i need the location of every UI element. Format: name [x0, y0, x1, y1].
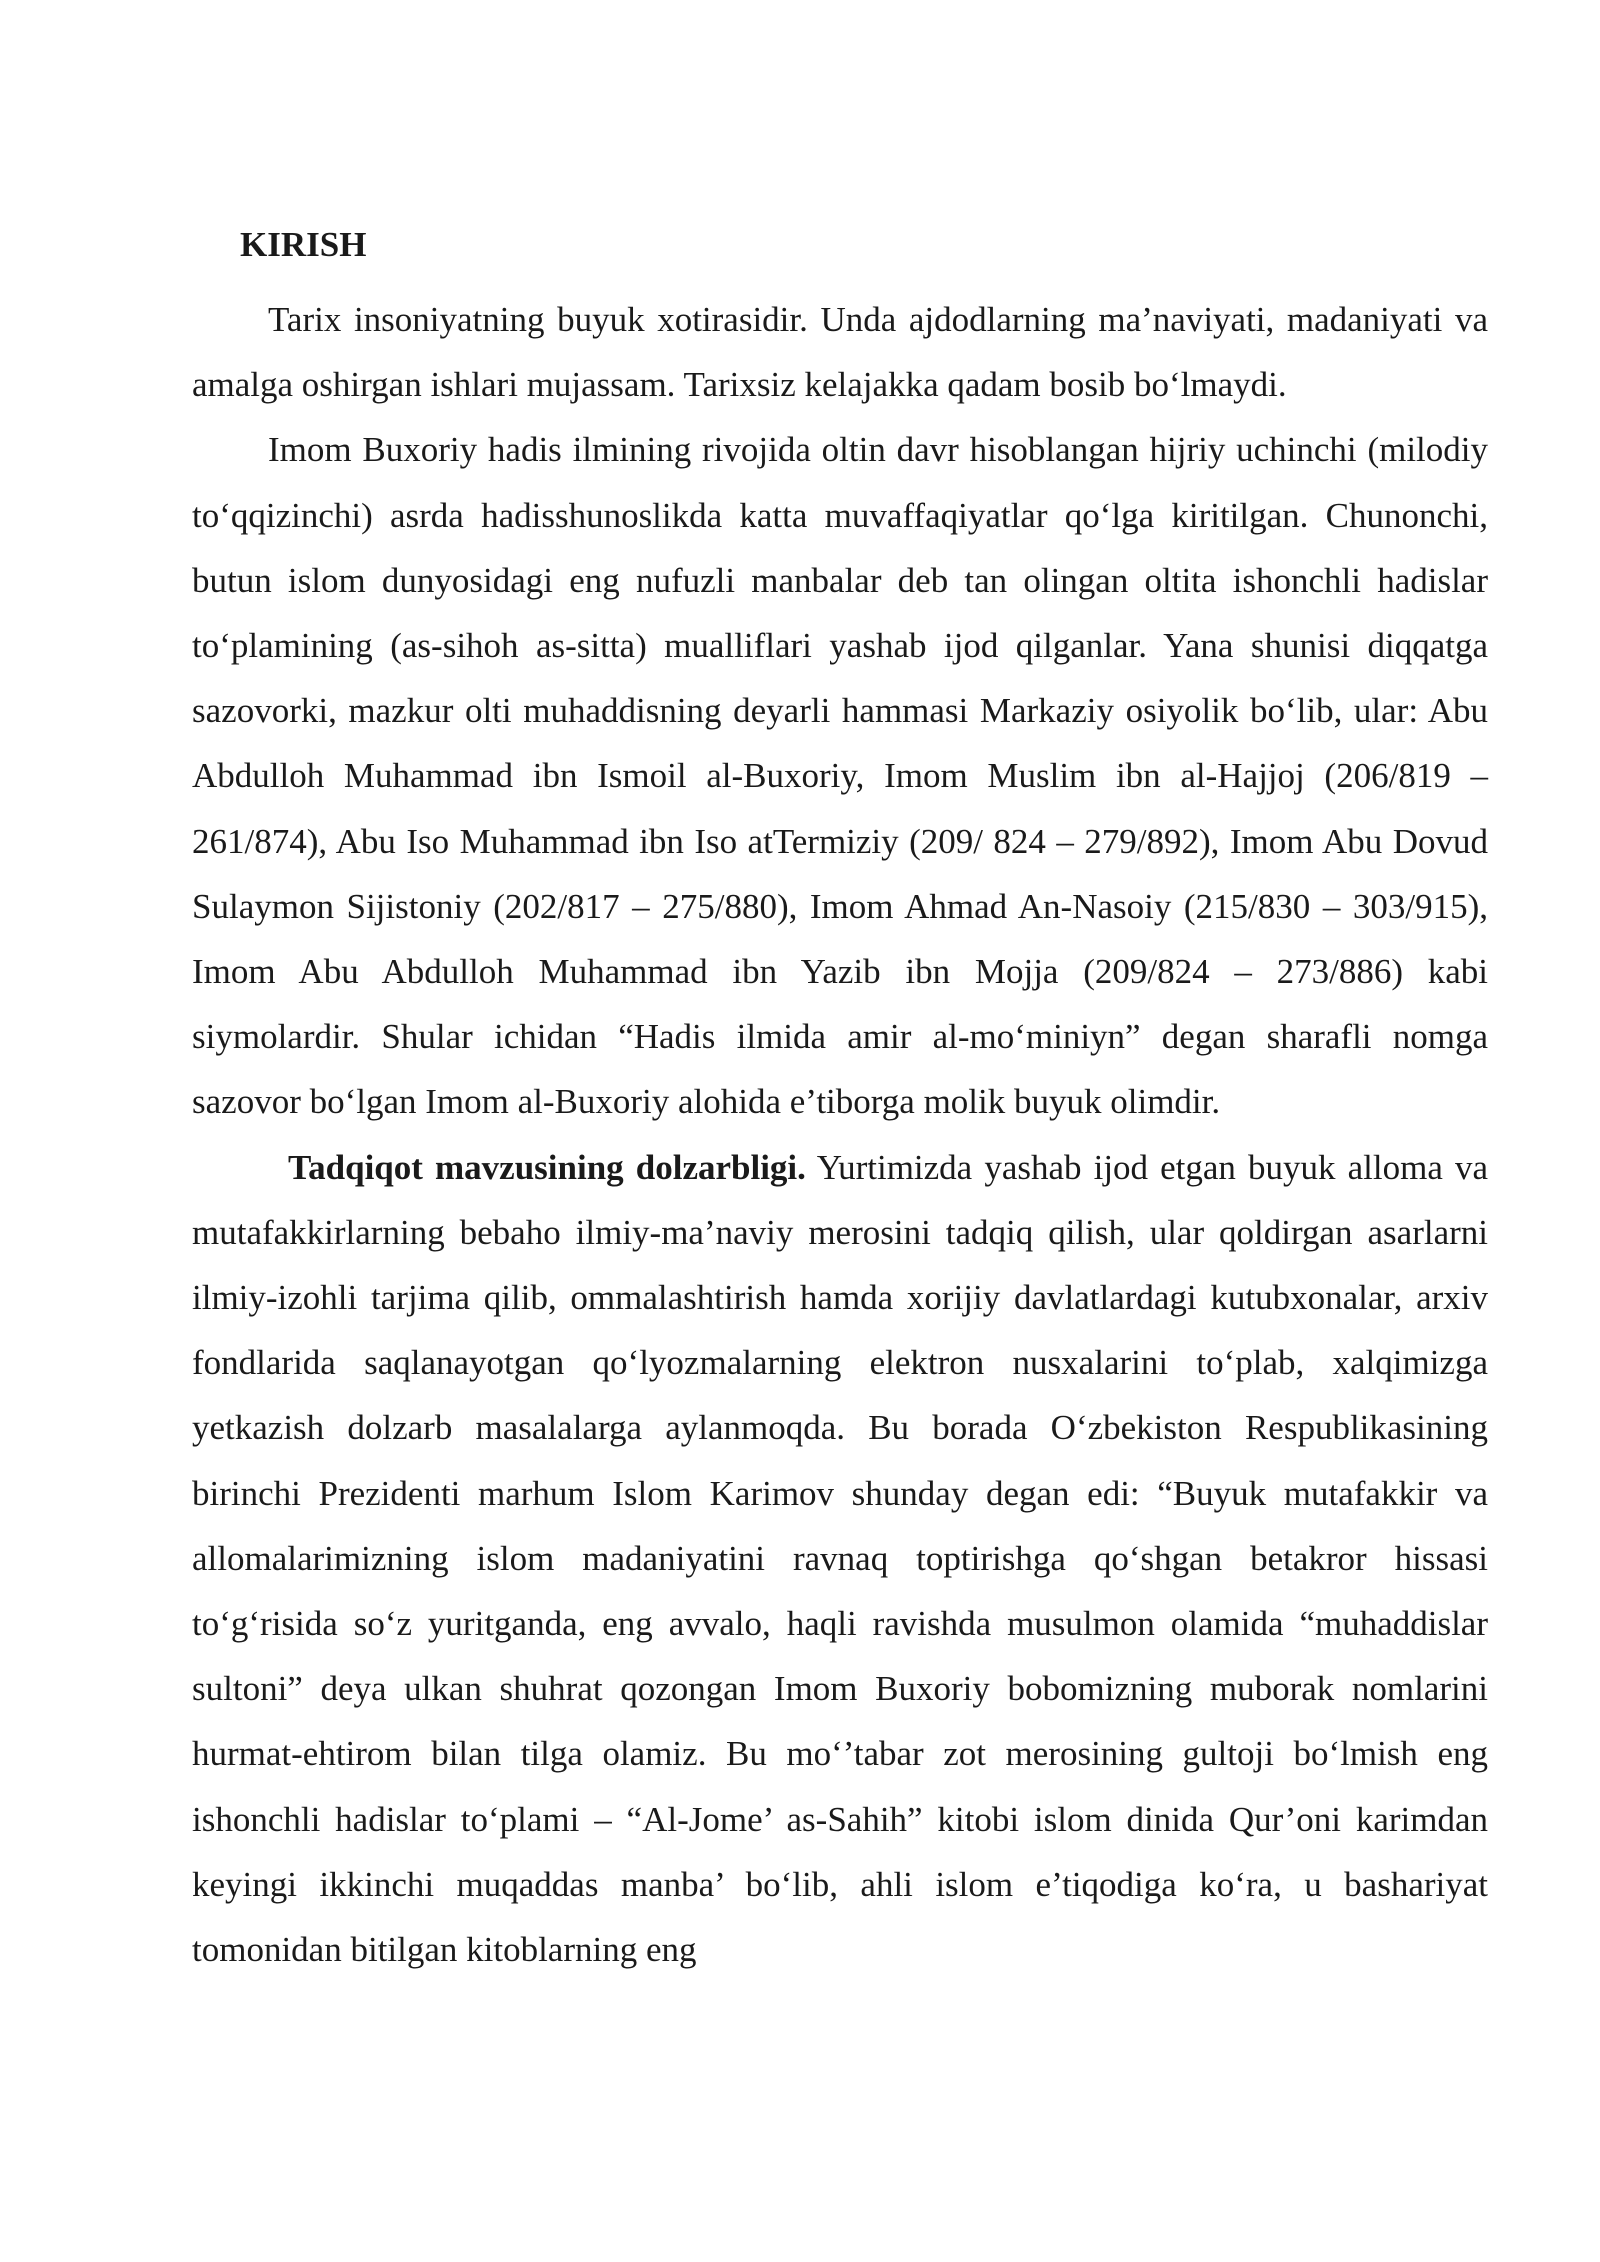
paragraph-imom-buxoriy: Imom Buxoriy hadis ilmining rivojida oltin davr hisoblangan hijriy uchinchi (milodiy to‘qqizinchi) asrda hadisshunoslikda katta muvaffaqiyatlar qo‘lga kiritilgan. Chunonchi, butun islom dunyosidagi eng nufuzli manbalar deb tan olingan oltita ishonchli hadislar to‘plamining (as-sihoh as-sitta) mualliflari yashab ijod qilganlar. Yana shunisi diqqatga sazovorki, mazkur olti muhaddisning deyarli hammasi Markaziy osiyolik bo‘lib, ular: Abu Abdulloh Muhammad ibn Ismoil al-Buxoriy, Imom Muslim ibn al-Hajjoj (206/819 – 261/874), Abu Iso Muhammad ibn Iso atTermiziy (209/ 824 – 279/892), Imom Abu Dovud Sulaymon Sijistoniy (202/817 – 275/880), Imom Ahmad An-Nasoiy (215/830 – 303/915), Imom Abu Abdulloh Muhammad ibn Yazib ibn Mojja (209/824 – 273/886) kabi siymolardir. Shular ichidan “Hadis ilmida amir al-mo‘miniyn” degan sharafli nomga sazovor bo‘lgan Imom al-Buxoriy alohida e’tiborga molik buyuk olimdir.: [192, 430, 1488, 1122]
paragraph-dolzarblik: [192, 1135, 1488, 1983]
paragraph-lead-heading: Tadqiqot mavzusining dolzarbligi.: [288, 1147, 806, 1187]
body-text: [192, 287, 1488, 1982]
paragraph-lead-text: Yurtimizda yashab ijod etgan buyuk alloma va mutafakkirlarning bebaho ilmiy-ma’naviy merosini tadqiq qilish, ular qoldirgan asarlarni ilmiy-izohli tarjima qilib, ommalashtirish hamda xorijiy davlatlardagi kutubxonalar, arxiv fondlarida saqlanayotgan qo‘lyozmalarning elektron nusxalarini to‘plab, xalqimizga yetkazish dolzarb masalalarga aylanmoqda. Bu borada O‘zbekiston Respublikasining birinchi Prezidenti marhum Islom Karimov shunday degan edi: “Buyuk mutafakkir va allomalarimizning islom madaniyatini ravnaq toptirishga qo‘shgan betakror hissasi to‘g‘risida so‘z yuritganda, eng avvalo, haqli ravishda musulmon olamida “muhaddislar sultoni” deya ulkan shuhrat qozongan Imom Buxoriy bobomizning muborak nomlarini hurmat-ehtirom bilan tilga olamiz. Bu mo‘’tabar zot merosining gultoji bo‘lmish eng ishonchli hadislar to‘plami – “Al-Jome’ as-Sahih” kitobi islom dinida Qur’oni karimdan keyingi ikkinchi muqaddas manba’ bo‘lib, ahli islom e’tiqodiga ko‘ra, u bashariyat tomonidan bitilgan kitoblarning eng: [192, 1147, 1488, 1970]
section-heading: KIRISH: [240, 225, 367, 264]
paragraph-intro: Tarix insoniyatning buyuk xotirasidir. Unda ajdodlarning ma’naviyati, madaniyati va amalga oshirgan ishlari mujassam. Tarixsiz kelajakka qadam bosib bo‘lmaydi.: [192, 300, 1488, 405]
